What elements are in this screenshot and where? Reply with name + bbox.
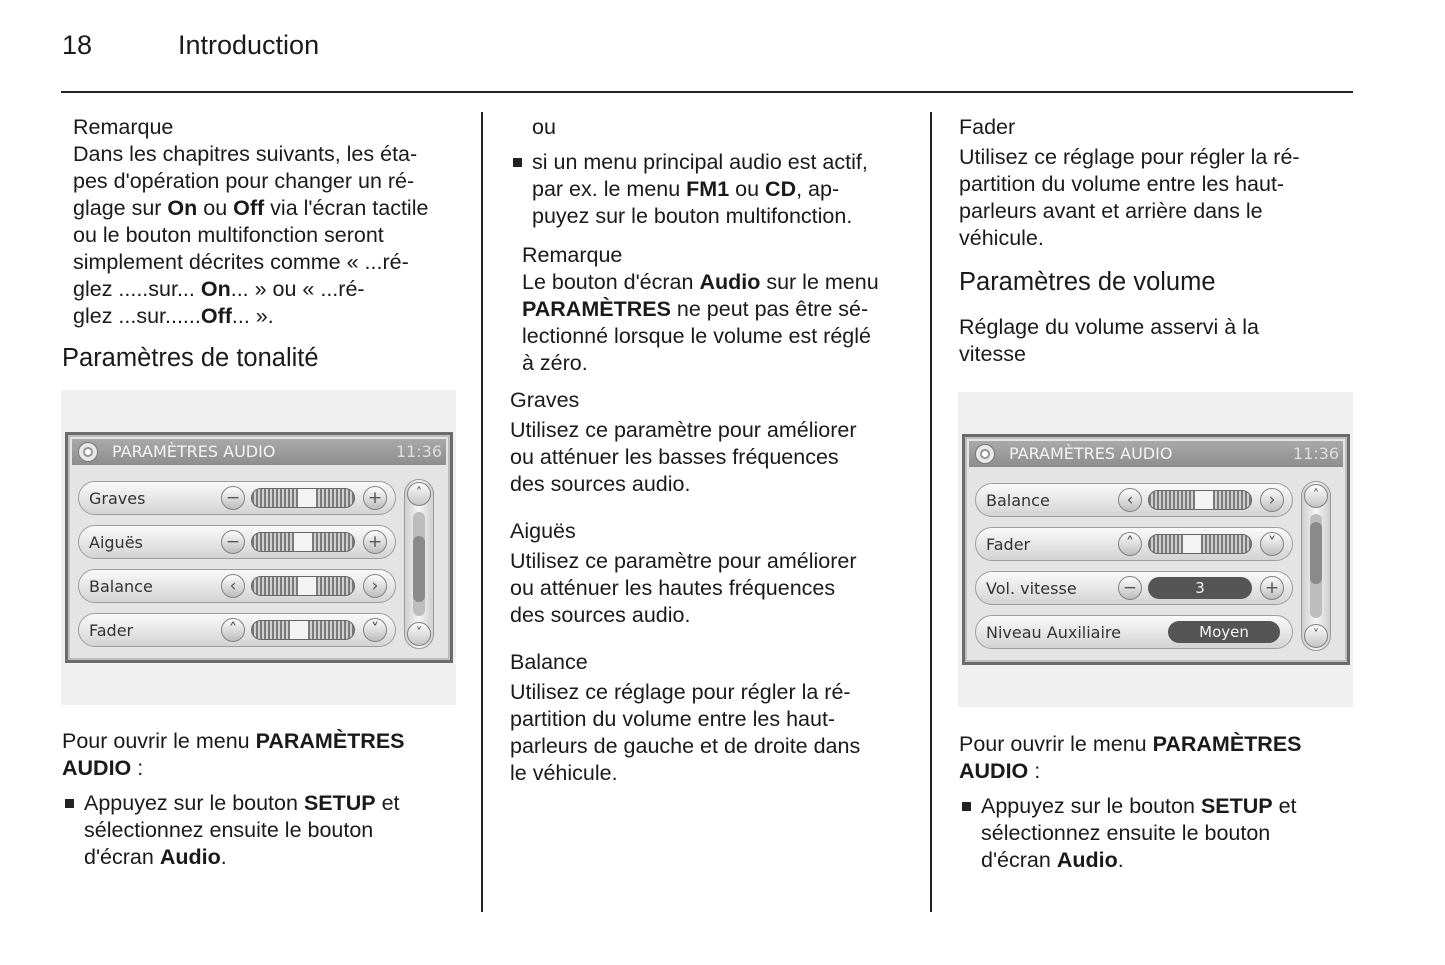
fader-slider[interactable] [1148,534,1252,554]
slider-knob[interactable] [298,577,316,595]
note-line: glez .....sur... On... » ou « ...ré- [73,277,365,301]
scrollbar[interactable] [1301,481,1331,651]
row-label: Balance [89,577,153,596]
chevron-down-icon[interactable]: ˅ [1260,532,1284,556]
audio-disc-icon [78,442,98,462]
scroll-thumb[interactable] [413,536,425,602]
aigues-text: Utilisez ce paramètre pour améliorer [510,549,857,573]
row-label: Fader [986,535,1031,554]
balance-slider[interactable] [251,576,355,596]
screen-title-bar [72,439,446,465]
aux-level-value[interactable]: Moyen [1168,621,1280,643]
graves-row[interactable] [78,481,396,515]
balance-slider[interactable] [1148,490,1252,510]
bullet-setup: Appuyez sur le bouton SETUP et sélectionnez ensuite le bouton d'écran Audio. [62,790,462,871]
fader-text: Utilisez ce réglage pour régler la ré- [959,145,1300,169]
screen-title-bar [969,441,1343,467]
chevron-right-icon[interactable]: › [1260,488,1284,512]
aigues-text: ou atténuer les hautes fréquences [510,576,836,600]
increase-icon[interactable]: + [363,486,387,510]
fader-text: partition du volume entre les haut- [959,172,1285,196]
scroll-up-icon[interactable]: ˄ [1304,484,1328,508]
row-label: Graves [89,489,146,508]
bullet-main-menu: si un menu principal audio est actif, par ex. le menu FM1 ou CD, ap- puyez sur le bouton multifonction. [510,149,910,230]
balance-text: partition du volume entre les haut- [510,707,836,731]
speed-volume-value: 3 [1148,577,1252,599]
note-line: Dans les chapitres suivants, les éta- [73,142,418,166]
row-label: Aiguës [89,533,143,552]
decrease-icon[interactable]: − [221,486,245,510]
graves-text: Utilisez ce paramètre pour améliorer [510,418,857,442]
screen-clock: 11:36 [395,442,442,461]
audio-settings-screenshot-tone [61,390,456,705]
bullet-square-icon [513,158,522,167]
section-title-tone: Paramètres de tonalité [62,344,319,372]
chevron-down-icon[interactable]: ˅ [363,618,387,642]
bullet-square-icon [962,802,971,811]
balance-title: Balance [510,650,588,674]
aigues-row[interactable] [78,525,396,559]
row-label: Vol. vitesse [986,579,1077,598]
scroll-down-icon[interactable]: ˅ [1304,624,1328,648]
note-line: ou le bouton multifonction seront [73,223,384,247]
fader-row[interactable] [975,527,1293,561]
page-number: 18 [62,30,93,60]
decrease-icon[interactable]: − [1118,576,1142,600]
audio-settings-screenshot-volume [958,392,1353,707]
aigues-text: des sources audio. [510,603,691,627]
note-line: glez ...sur......Off... ». [73,304,274,328]
column-2 [510,114,910,787]
decrease-icon[interactable]: − [221,530,245,554]
audio-settings-screen [65,432,453,663]
scrollbar[interactable] [404,479,434,649]
chevron-left-icon[interactable]: ‹ [221,574,245,598]
speed-volume-title-2: vitesse [959,342,1026,366]
header-rule [61,91,1353,93]
screen-title: PARAMÈTRES AUDIO [1009,444,1173,463]
graves-slider[interactable] [251,488,355,508]
fader-text: parleurs avant et arrière dans le [959,199,1263,223]
graves-text: ou atténuer les basses fréquences [510,445,839,469]
scroll-up-icon[interactable]: ˄ [407,482,431,506]
chevron-up-icon[interactable]: ˄ [221,618,245,642]
chevron-up-icon[interactable]: ˄ [1118,532,1142,556]
speed-volume-row[interactable] [975,571,1293,605]
graves-title: Graves [510,388,580,412]
chevron-left-icon[interactable]: ‹ [1118,488,1142,512]
column-3 [959,114,1359,368]
graves-text: des sources audio. [510,472,691,496]
aigues-slider[interactable] [251,532,355,552]
balance-text: parleurs de gauche et de droite dans [510,734,861,758]
note-block-2: Remarque Le bouton d'écran Audio sur le menu PARAMÈTRES ne peut pas être sé- lectionné lorsque le volume est réglé à zéro. [510,242,910,377]
note-line: glage sur On ou Off via l'écran tactile [73,196,429,220]
column-1-lower [62,728,462,871]
fader-title: Fader [959,115,1016,139]
bullet-square-icon [65,799,74,808]
increase-icon[interactable]: + [1260,576,1284,600]
row-label: Balance [986,491,1050,510]
audio-settings-screen [962,434,1350,665]
balance-text: Utilisez ce réglage pour régler la ré- [510,680,851,704]
ou-text: ou [532,115,556,139]
balance-row[interactable] [975,483,1293,517]
open-menu-text-2: AUDIO : [959,759,1041,783]
row-label: Fader [89,621,134,640]
increase-icon[interactable]: + [363,530,387,554]
fader-slider[interactable] [251,620,355,640]
row-label: Niveau Auxiliaire [986,623,1121,642]
column-1 [62,114,462,373]
column-divider-2 [930,112,932,912]
slider-knob[interactable] [290,621,308,639]
aigues-title: Aiguës [510,519,576,543]
bullet-setup: Appuyez sur le bouton SETUP et sélectionnez ensuite le bouton d'écran Audio. [959,793,1359,874]
fader-text: véhicule. [959,226,1044,250]
screen-title: PARAMÈTRES AUDIO [112,442,276,461]
slider-knob[interactable] [1183,535,1201,553]
audio-disc-icon [975,444,995,464]
balance-text: le véhicule. [510,761,618,785]
balance-row[interactable] [78,569,396,603]
note-line: simplement décrites comme « ...ré- [73,250,409,274]
scroll-thumb[interactable] [1310,522,1322,584]
slider-knob[interactable] [294,533,312,551]
scroll-down-icon[interactable]: ˅ [407,622,431,646]
section-title-volume: Paramètres de volume [959,268,1216,296]
fader-row[interactable] [78,613,396,647]
screen-clock: 11:36 [1292,444,1339,463]
speed-volume-title: Réglage du volume asservi à la [959,315,1259,339]
note-line: pes d'opération pour changer un ré- [73,169,415,193]
column-divider-1 [481,112,483,912]
open-menu-text: Pour ouvrir le menu PARAMÈTRES [959,732,1302,756]
slider-knob[interactable] [1195,491,1213,509]
open-menu-text: Pour ouvrir le menu PARAMÈTRES [62,729,405,753]
note-block [62,114,462,330]
aux-level-row[interactable] [975,615,1293,649]
column-3-lower [959,731,1359,874]
chevron-right-icon[interactable]: › [363,574,387,598]
slider-knob[interactable] [298,489,316,507]
chapter-title: Introduction [178,30,320,60]
open-menu-text-2: AUDIO : [62,756,144,780]
note-title: Remarque [522,243,623,267]
note-title: Remarque [73,115,174,139]
